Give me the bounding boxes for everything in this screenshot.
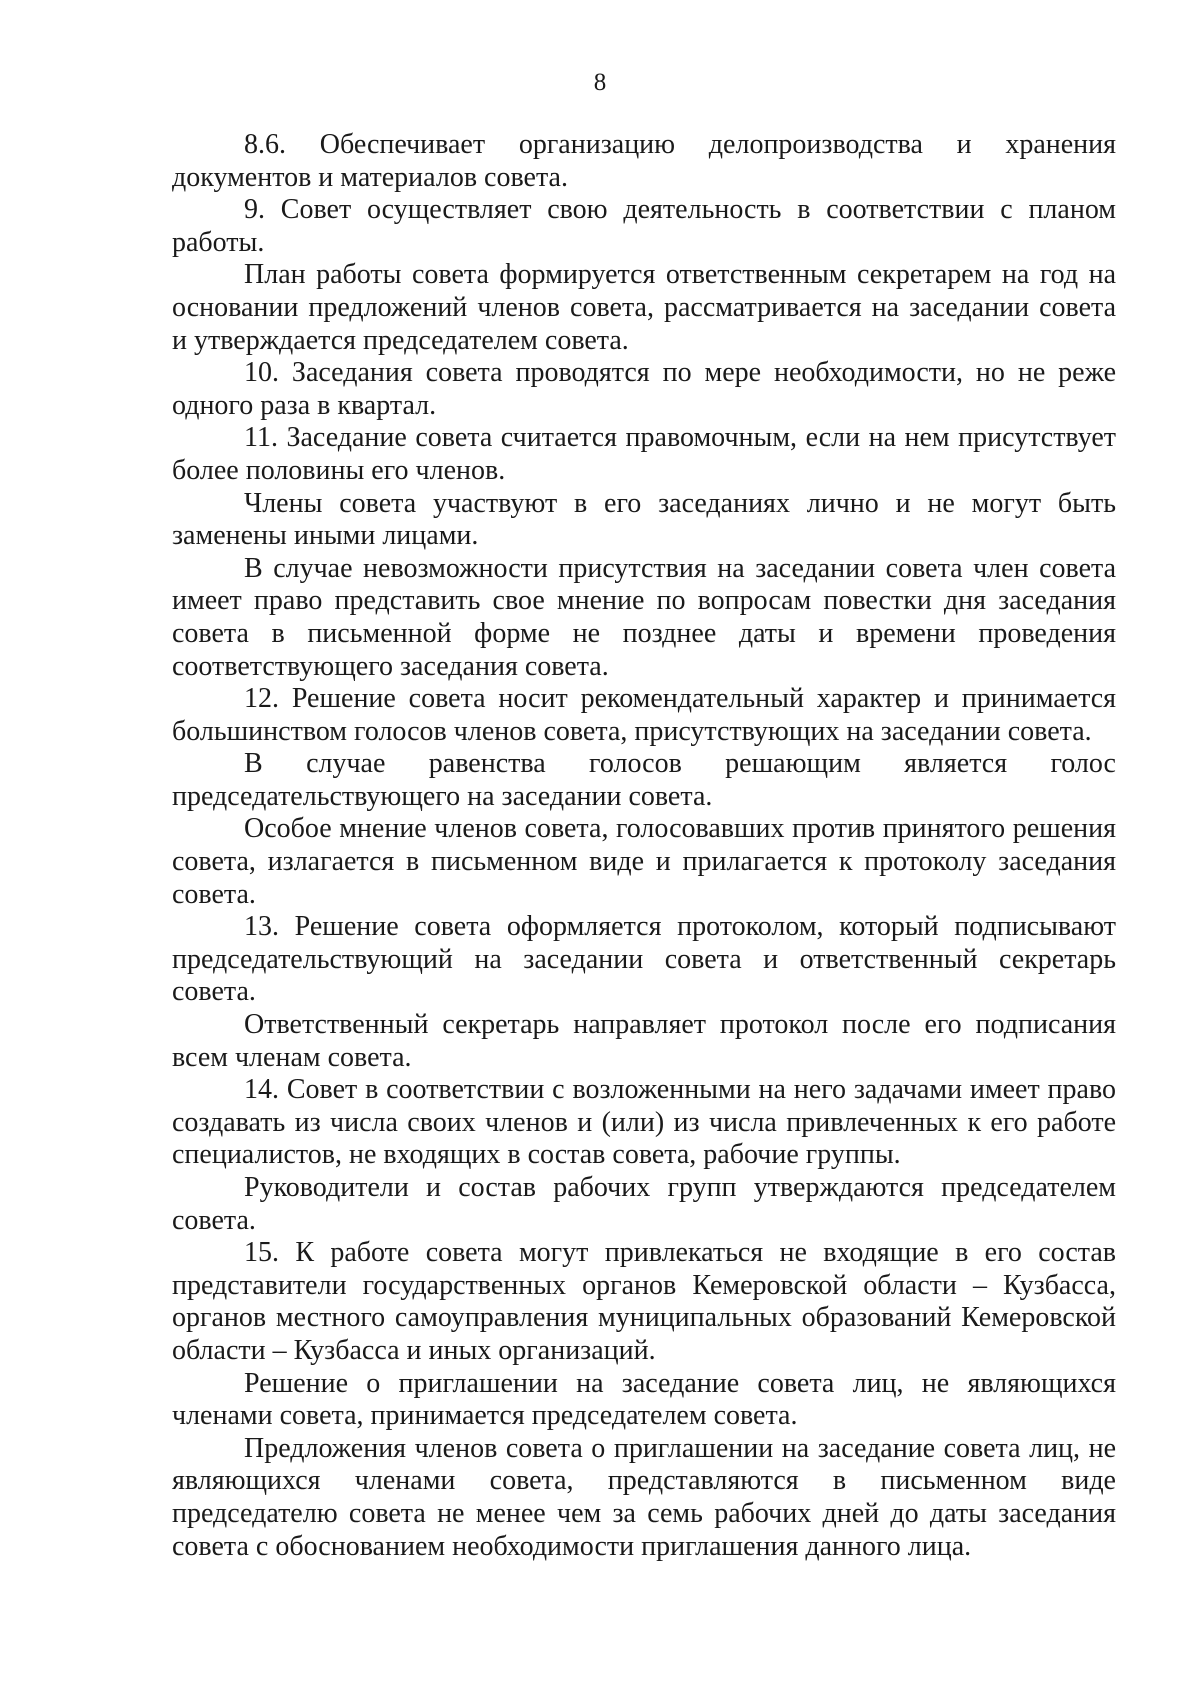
paragraph-15: 15. К работе совета могут привлекаться не входящие в его состав представители государственных органов Кемеровской области – Кузбасса, органов местного самоуправления муниципальных образований Кемеровской области – Кузбасса и иных организаций. (172, 1237, 1116, 1366)
paragraph-tie-vote: В случае равенства голосов решающим является голос председательствующего на заседании совета. (172, 748, 1116, 812)
paragraph-dissenting-opinion: Особое мнение членов совета, голосовавших против принятого решения совета, излагается в письменном виде и прилагается к протоколу заседания совета. (172, 813, 1116, 910)
paragraph-8-6: 8.6. Обеспечивает организацию делопроизводства и хранения документов и материалов совета. (172, 129, 1116, 193)
paragraph-10: 10. Заседания совета проводятся по мере необходимости, но не реже одного раза в квартал. (172, 357, 1116, 421)
paragraph-invitation-proposals: Предложения членов совета о приглашении на заседание совета лиц, не являющихся членами совета, представляются в письменном виде председателю совета не менее чем за семь рабочих дней до даты заседания совета с обоснованием необходимости приглашения данного лица. (172, 1432, 1116, 1562)
paragraph-members-attend: Члены совета участвуют в его заседаниях лично и не могут быть заменены иными лицами. (172, 487, 1116, 552)
paragraph-11: 11. Заседание совета считается правомочным, если на нем присутствует более половины его членов. (172, 422, 1116, 486)
page-number: 8 (593, 69, 607, 96)
paragraph-13: 13. Решение совета оформляется протоколом, который подписывают председательствующий на заседании совета и ответственный секретарь совета. (172, 911, 1116, 1008)
paragraph-absence-opinion: В случае невозможности присутствия на заседании совета член совета имеет право представить свое мнение по вопросам повестки дня заседания совета в письменной форме не позднее даты и времени проведения соответствующего заседания совета. (172, 552, 1116, 682)
paragraph-invitation-decision: Решение о приглашении на заседание совета лиц, не являющихся членами совета, принимается председателем совета. (172, 1367, 1116, 1432)
paragraph-12: 12. Решение совета носит рекомендательный характер и принимается большинством голосов членов совета, присутствующих на заседании совета. (172, 683, 1116, 747)
paragraph-work-plan: План работы совета формируется ответственным секретарем на год на основании предложений членов совета, рассматривается на заседании совета и утверждается председателем совета. (172, 259, 1116, 356)
document-body (172, 129, 1116, 1563)
paragraph-protocol-distribution: Ответственный секретарь направляет протокол после его подписания всем членам совета. (172, 1009, 1116, 1073)
paragraph-14: 14. Совет в соответствии с возложенными на него задачами имеет право создавать из числа своих членов и (или) из числа привлеченных к его работе специалистов, не входящих в состав совета, рабочие группы. (172, 1074, 1116, 1171)
paragraph-working-groups: Руководители и состав рабочих групп утверждаются председателем совета. (172, 1172, 1116, 1236)
paragraph-9: 9. Совет осуществляет свою деятельность в соответствии с планом работы. (172, 194, 1116, 258)
